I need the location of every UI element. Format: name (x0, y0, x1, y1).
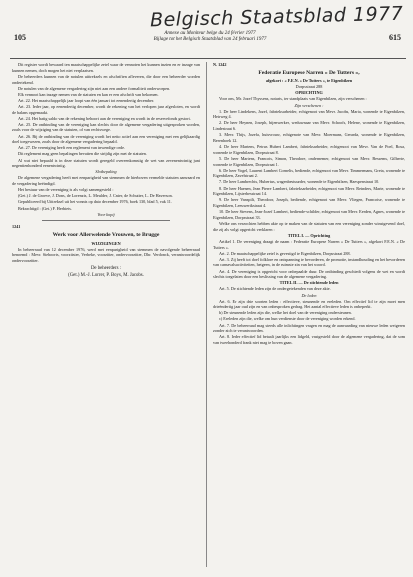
entry-signature-names: (Get.) M.-J. Lorrer, P. Boys, M. Jacobs. (68, 273, 144, 279)
article-6c: c) Ereleden zijn die, welke om hun verdienste door de vereniging worden erkend. (219, 316, 356, 322)
article-2: Art. 2. De maatschappelijke zetel is gevestigd te Eigenbilzen, Dorpsstraat 288. (219, 250, 351, 256)
article-24: Art. 24. Het batig saldo van de rekening behoort aan de vereniging en wordt in de reservefonds gestort. (18, 115, 191, 121)
article-26: Art. 26. Bij de ontbinding van de vereniging wordt het netto actief aan een vereniging met een gelijkaardig doel toegewezen, zoals door de algemene vergadering bepaald. (12, 133, 200, 145)
founder-item: 2. De heer Heynen, Joseph, bijenwerker, weduwnaar van Mevr. Schoofs, Helene, wonende te Eigenbilzen, Lindestraat 6. (213, 120, 405, 132)
names: (Get.) J. de Groeve, J. Dons, de Lorenzis, L. Meulder, J. Cnier, de Schutter, L. De Haverson. (18, 193, 173, 199)
founder-item: 4. De heer Martens, Petrus Hubert Lambert, fabrieksarbeider, echtgenoot van Mevr. Van de Poel, Rosa, wonende te Eigenbilzen, Dorpsstraat 8. (213, 144, 405, 155)
header-line-1: Annexe au Moniteur belge du 24 février 1977 (164, 31, 256, 36)
founder-item: 1. De heer Lindekens, Jozef, fabrieksarbeider, echtgenoot van Mevr. Jacobs, Maria, wonende te Eigenbilzen, Heirweg 4. (213, 108, 405, 120)
article-5: Art. 5. De stichtende leden zijn de ondergetekenden van deze akte. (219, 286, 331, 292)
founder-item: 8. De heer Haenen, Jean Pierre Lambert, fabrieksarbeider, echtgenoot van Mevr. Reinders, Marie, wonende te Eigenbilzen, Lijsterbesstraat 14. (213, 185, 405, 197)
article-1: Artikel 1. De vereniging draagt de naam : Federatie Europese Narren « De Tutters », afgekort F.E.N. « De Tutters ». (213, 238, 405, 250)
header-line-2: Bijlage tot het Belgisch Staatsblad van 24 februari 1977 (153, 37, 267, 42)
entry-number: N. 1242 (213, 62, 227, 67)
paragraph: De algemene vergadering heeft met eenparigheid van stemmen de hierboven vermelde statuten aanvaard en de vergadering beëindigd. (12, 175, 200, 187)
founder-item: 7. De heer Lambrechts, Hubertus, wagenbestuurder, wonende te Eigenbilzen, Haespenstraat 10. (219, 179, 380, 185)
entry-title: Werk voor Allerwelende Vrouwen, te Brugge (52, 232, 160, 239)
voor-kopij: Voor kopij (97, 211, 115, 217)
paragraph: De beheerders kunnen van de notulen uittreksels en afschriften afleveren, die door een beheerder worden ondertekend. (12, 73, 200, 85)
article-27b: Dit reglement mag geen bepalingen bevatten die strijdig zijn met de statuten. (18, 151, 147, 157)
article-6b: b) De steunende leden zijn die, welke het doel van de vereniging ondersteunen. (219, 310, 352, 316)
section-divider (42, 220, 170, 221)
paragraph: Al wat niet bepaald is in deze statuten wordt geregeld overeenkomstig de wet van zevenentwintig juni negentienhonderd eenentwintig. (12, 157, 200, 169)
article-4: Art. 4. De vereniging is opgericht voor onbepaalde duur. De ontbinding geschiedt volgens de wet en wordt slechts toegelaten door een beslissing van de algemene vergadering. (213, 268, 405, 280)
founder-item: 10. De heer Stevens, Jean-Jozef Lambert, bediende-schilder, echtgenoot van Mevr. Eerden, Agnes, wonende te Eigenbilzen, Dorpsstraat 33. (213, 209, 405, 220)
founder-item: 9. De heer Vanspilt, Theodoor, Joseph, bediende, echtgenoot van Mevr. Vliegen, Francoise, wonende te Eigenbilzen, Leeuwerikstraat 4. (213, 197, 405, 209)
left-column (12, 62, 200, 569)
intro: Voor ons, Mr. Jozef Thyssens, notaris, ter standplaats van Eigenbilzen, zijn verschenen : (219, 96, 367, 102)
article-8: Art. 8. Ieder effectief lid betaalt jaarlijks een lidgeld, vastgesteld door de algemene vergadering, dat de som van tweehonderd frank niet mag te boven gaan. (213, 334, 405, 346)
entry-title-line-2: afgekort : « F.E.N. » De Tutters », te Eigenbilzen (265, 78, 353, 84)
page-number-left: 105 (14, 33, 26, 42)
paragraph: Gepubliceerd bij Uittreksel uit het vonnis op dato december 1976, boek 130, blad 5, vak 11. (18, 199, 172, 205)
paragraph: De notulen van de algemene vergadering zijn niet aan een andere formaliteit onderworpen. (18, 85, 171, 91)
article-22: Art. 22. Het maatschappelijk jaar loopt van één januari tot eenendertig december. (18, 97, 155, 103)
article-23: Art. 23. Ieder jaar, op eenendertig december, wordt de rekening van het verlopen jaar afgesloten, en wordt de balans opgemaakt. (12, 103, 200, 115)
article-27: Art. 27. De vereniging heeft een reglement van inwendige orde. (18, 145, 125, 151)
article-7: Art. 7. De beheerraad mag steeds alle inlichtingen vragen en mag de aanvaarding van nieuwe leden weigeren zonder zich te verantwoorden. (213, 322, 405, 334)
paragraph: Dit register wordt bewaard ten maatschappelijke zetel waar de vennoten het kunnen inzien en er inzage van kunnen nemen, doch mogen het niet verplaatsen. (12, 62, 200, 73)
founder-item: 3. Mevr. Thijs, Jozefa, huisvrouw, echtgenote van Mevr. Moermans, Gerarda, wonende te Eigenbilzen, Berenhoek 12. (213, 132, 405, 143)
founder-item: 5. De heer Martens, Francois, Simon, Theodore, ondernemer, echtgenoot van Mevr. Bessems, Gilberte, wonende te Eigenbilzen, Dorpsstraat 1. (213, 155, 405, 167)
right-column (213, 62, 405, 569)
header-rule (10, 58, 406, 59)
entry-title: Federatie Europese Narren « De Tutters », (258, 69, 360, 76)
paragraph: Welke ons verzochten hebben akte op te maken van de statuten van een vereniging zonder winstgevend doel, die zij als volgt opgericht verklaren : (213, 220, 405, 232)
founder-item: 6. De heer Vogel, Laurent Lambert Cornelis, bediende, echtgenoot van Mevr. Timmermans, Greta, wonende te Eigenbilzen, Zavelstraat 2. (213, 167, 405, 179)
entry-address: Dorpsstraat 288 (295, 84, 323, 90)
article-25: Art. 25. De ontbinding van de vereniging kan slechts door de algemene vergadering uitgesproken worden, zoals voor de wijziging van de statuten, of van rechtswege. (12, 121, 200, 133)
column-divider (206, 62, 207, 567)
article-3: Art. 3. Zij heeft tot doel folklore en ontspanning te bevorderen, de promotie, instandhouding en het bevorderen van carnavalsactiviteiten, hetgeen, in de ruimste zin van het woord. (213, 256, 405, 268)
article-6: Art. 6. Er zijn drie soorten leden : effectieve, steunende en ereleden. Om effectief lid te zijn moet men drieëndertig jaar oud zijn en van onbesproken gedrag. Het aantal effectieve leden is onbeperkt. (213, 298, 405, 310)
paragraph: Elk vennoot kan inzage nemen van de statuten en kan er een afschrift van bekomen. (18, 91, 159, 97)
entry-body: In beheerraad van 12 december 1976, werd met eenparigheid van stemmen de navolgende beheerraad benoemd : Mevr. Sieboorts, voorzitster, Verbeke, voorzitter, ondervoorzitter, Dhr. Verdonck, verantwoordelijk ondervoorzitter. (12, 246, 200, 264)
paragraph: Bekrachtigd : (Get.) F. Herbiets. (18, 205, 72, 211)
handwritten-title: Belgisch Staatsblad 1977 (149, 2, 404, 32)
section-heading: OPRICHTING (295, 90, 323, 96)
subheading: De leden (301, 292, 317, 298)
entry-number: 1241 (12, 224, 21, 230)
section-heading: TITEL I. — Oprichting (287, 232, 331, 238)
page-number-right: 615 (389, 33, 401, 42)
entry-subheading: WIJZIGINGEN (91, 240, 121, 246)
subheading: Zijn verschenen : (294, 102, 324, 108)
header-center (120, 31, 300, 43)
section-heading: TITEL II. — De stichtende leden (279, 280, 339, 286)
entry-signature-label: De beheerders : (90, 265, 122, 271)
subheading: Slotbepaling (95, 169, 117, 175)
page-header (0, 30, 413, 58)
paragraph: Het bestuur van de vereniging is als volgt samengesteld : (18, 187, 114, 193)
